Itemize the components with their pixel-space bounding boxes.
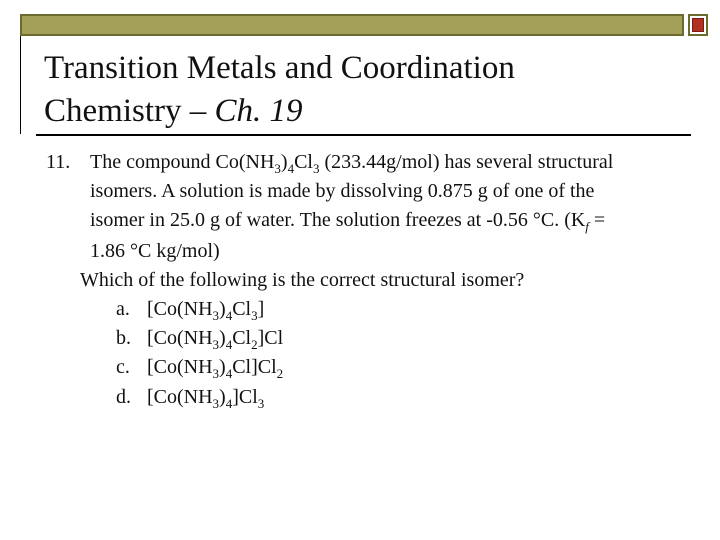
subscript: 3	[251, 308, 258, 324]
subscript: 3	[257, 395, 265, 411]
question-text: )	[280, 151, 288, 173]
question-text: (233.44g/mol) has several structural	[319, 151, 614, 173]
header-decoration-square	[688, 14, 708, 36]
subscript: 4	[225, 395, 233, 411]
question-line-4: 1.86 °C kg/mol)	[90, 239, 220, 262]
formula-text: Cl	[232, 298, 252, 321]
answer-option-a[interactable]	[46, 295, 686, 324]
subscript: 4	[225, 308, 233, 324]
formula-text: )	[219, 298, 226, 321]
title-chapter: Ch. 19	[214, 93, 303, 129]
question-block	[46, 148, 686, 412]
subscript: 3	[212, 366, 220, 382]
question-line-3	[46, 206, 686, 236]
question-line-1	[46, 148, 686, 177]
answer-option-b[interactable]	[46, 324, 686, 353]
header-decoration-line	[20, 36, 21, 134]
formula-text: )	[219, 385, 226, 408]
header-decoration-bar	[20, 14, 684, 36]
subscript: 2	[276, 366, 284, 382]
subscript: 3	[212, 337, 220, 353]
question-text: =	[588, 209, 606, 232]
subscript: 3	[313, 161, 320, 176]
formula-text: Cl]Cl	[232, 356, 277, 379]
title-line-2: Chemistry –	[44, 93, 215, 129]
question-line-2: isomers. A solution is made by dissolving 0.875 g of one of the	[90, 180, 595, 203]
subscript: 4	[287, 161, 295, 176]
subscript: f	[585, 219, 589, 235]
question-text: Cl	[294, 151, 313, 173]
title-divider	[36, 134, 691, 136]
subscript: 3	[212, 395, 220, 411]
option-letter: a.	[116, 298, 130, 321]
formula-text: ]	[257, 298, 265, 321]
formula-text: [Co(NH	[147, 385, 213, 408]
question-prompt: Which of the following is the correct structural isomer?	[80, 268, 525, 291]
formula-text: ]Cl	[257, 327, 284, 350]
subscript: 3	[212, 308, 220, 324]
formula-text: )	[219, 327, 226, 350]
question-number: 11.	[46, 151, 71, 173]
subscript: 2	[251, 337, 258, 353]
subscript: 4	[225, 366, 233, 382]
formula-text: [Co(NH	[147, 356, 213, 379]
formula-text: [Co(NH	[147, 298, 213, 321]
subscript: 4	[225, 337, 233, 353]
formula-text: )	[219, 356, 226, 379]
answer-option-d[interactable]	[46, 383, 686, 412]
formula-text: Cl	[232, 327, 252, 350]
formula-text: [Co(NH	[147, 327, 213, 350]
option-letter: b.	[116, 327, 131, 350]
slide-title	[44, 47, 684, 133]
question-text: isomer in 25.0 g of water. The solution freezes at -0.56 °C. (K	[90, 209, 586, 232]
answer-option-c[interactable]	[46, 353, 686, 382]
subscript: 3	[274, 161, 281, 176]
title-line-1: Transition Metals and Coordination	[44, 50, 515, 86]
question-text: The compound Co(NH	[90, 151, 275, 173]
formula-text: ]Cl	[232, 385, 258, 408]
option-letter: d.	[116, 385, 131, 408]
option-letter: c.	[116, 356, 130, 379]
